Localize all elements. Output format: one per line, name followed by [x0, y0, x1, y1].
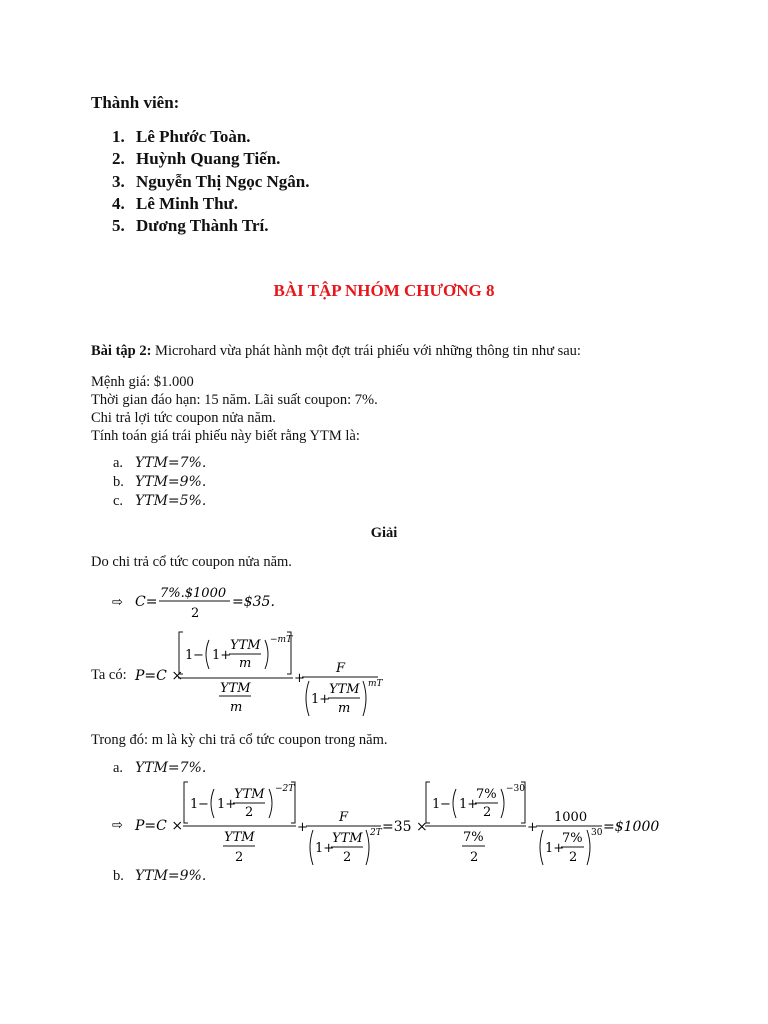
one-plus: 1+ — [311, 692, 331, 707]
members-list — [112, 126, 310, 237]
ytm-numerator: YTM — [332, 831, 363, 846]
item-expression: YTM=7%. — [135, 760, 207, 776]
exponent: −mT — [270, 635, 293, 645]
denominator-two: 2 — [235, 850, 244, 865]
left-paren — [540, 830, 543, 865]
given-line: Mệnh giá: $1.000 — [91, 374, 194, 390]
face-value: 1000 — [554, 810, 588, 825]
list-item — [112, 148, 310, 170]
ytm-numerator: YTM — [234, 787, 265, 802]
plus-sign: + — [297, 820, 308, 835]
member-name: Lê Minh Thư. — [136, 193, 238, 213]
case-a-formula — [100, 777, 665, 872]
one-term: 1 — [185, 648, 194, 663]
m-denominator: m — [338, 701, 351, 716]
item-expression: YTM=9%. — [135, 868, 207, 884]
left-paren — [206, 640, 209, 669]
list-number: 4. — [112, 193, 125, 213]
denominator-two: 2 — [569, 850, 578, 865]
right-paren — [265, 640, 268, 669]
given-line: Tính toán giá trái phiếu này biết rằng YTM là: — [91, 428, 360, 444]
member-name: Nguyễn Thị Ngọc Ngân. — [136, 171, 310, 191]
exponent: 30 — [591, 828, 603, 838]
exponent: 2T — [370, 828, 382, 838]
list-item — [112, 126, 310, 148]
exercise-label: Bài tập 2: — [91, 343, 152, 359]
item-letter: c. — [113, 493, 124, 509]
minus-sign: − — [198, 797, 209, 812]
member-name: Lê Phước Toàn. — [136, 127, 251, 146]
list-number: 3. — [112, 171, 125, 191]
right-paren — [587, 830, 590, 865]
question-item — [113, 493, 206, 510]
rate-numerator: 7% — [562, 831, 583, 846]
given-line: Chi trả lợi tức coupon nửa năm. — [91, 410, 276, 426]
coupon-denominator: 2 — [191, 606, 200, 621]
face-value-symbol: F — [336, 661, 346, 676]
solution-heading: Giải — [370, 525, 398, 541]
right-paren — [269, 789, 272, 818]
ytm-denominator: YTM — [224, 830, 255, 845]
exponent: −30 — [506, 784, 525, 794]
item-expression: YTM=7%. — [135, 455, 207, 471]
price-lhs: P=C × — [135, 668, 184, 684]
list-number: 1. — [112, 127, 125, 146]
denominator-two: 2 — [343, 850, 352, 865]
case-a-item — [113, 760, 206, 777]
question-item — [113, 455, 206, 472]
left-paren — [211, 789, 214, 818]
list-item — [112, 215, 310, 237]
minus-sign: − — [193, 648, 204, 663]
ytm-numerator: YTM — [230, 638, 261, 653]
members-heading: Thành viên: — [91, 93, 180, 112]
one-plus: 1+ — [459, 797, 479, 812]
one-term: 1 — [190, 797, 199, 812]
left-paren — [310, 830, 313, 865]
one-plus: 1+ — [545, 841, 565, 856]
one-term: 1 — [432, 797, 441, 812]
list-item — [112, 193, 310, 215]
denominator-two: 2 — [245, 805, 254, 820]
ytm-denominator: YTM — [220, 681, 251, 696]
case-b-item — [113, 868, 206, 885]
one-plus: 1+ — [315, 841, 335, 856]
one-plus: 1+ — [217, 797, 237, 812]
item-letter: b. — [113, 868, 124, 884]
exercise-statement — [91, 343, 581, 360]
rate-numerator: 7% — [463, 830, 484, 845]
item-expression: YTM=5%. — [135, 493, 207, 509]
list-item — [112, 171, 310, 193]
denominator-two: 2 — [483, 805, 492, 820]
left-paren — [453, 789, 456, 818]
member-name: Huỳnh Quang Tiến. — [136, 149, 281, 169]
equals-35: =35 × — [382, 819, 428, 835]
plus-sign: + — [527, 820, 538, 835]
coupon-lhs: C= — [135, 594, 158, 610]
left-bracket — [184, 782, 188, 823]
coupon-numerator: 7%.$1000 — [160, 586, 227, 601]
result: =$1000 — [603, 819, 660, 835]
implies-arrow-icon: ⇨ — [112, 818, 123, 833]
exercise-intro: Microhard vừa phát hành một đợt trái phiếu với những thông tin như sau: — [151, 343, 581, 359]
minus-sign: − — [440, 797, 451, 812]
implies-arrow-icon: ⇨ — [112, 595, 123, 610]
left-paren — [306, 681, 309, 716]
right-paren — [366, 830, 369, 865]
plus-sign: + — [294, 671, 305, 686]
general-price-formula — [130, 628, 390, 722]
exponent: −2T — [275, 784, 295, 794]
rate-numerator: 7% — [476, 787, 497, 802]
m-denominator: m — [239, 656, 252, 671]
item-letter: b. — [113, 474, 124, 490]
item-expression: YTM=9%. — [135, 474, 207, 490]
where-note: Trong đó: m là kỳ chi trả cổ tức coupon trong năm. — [91, 732, 388, 748]
question-item — [113, 474, 206, 491]
exponent: mT — [368, 679, 383, 689]
list-number: 5. — [112, 216, 125, 236]
denominator-two: 2 — [470, 850, 479, 865]
item-letter: a. — [113, 455, 124, 471]
left-bracket — [426, 782, 430, 823]
member-name: Dương Thành Trí. — [136, 216, 269, 236]
m-denominator: m — [230, 700, 243, 715]
price-lhs: P=C × — [135, 818, 184, 834]
right-paren — [363, 681, 366, 716]
given-line: Thời gian đáo hạn: 15 năm. Lãi suất coupon: 7%. — [91, 392, 378, 408]
ta-co-label: Ta có: — [91, 667, 127, 683]
solution-intro: Do chi trả cổ tức coupon nửa năm. — [91, 554, 292, 570]
one-plus: 1+ — [212, 648, 232, 663]
face-value-symbol: F — [339, 810, 349, 825]
right-paren — [501, 789, 504, 818]
coupon-formula — [100, 580, 300, 622]
document-title: BÀI TẬP NHÓM CHƯƠNG 8 — [273, 281, 495, 300]
item-letter: a. — [113, 760, 124, 776]
ytm-numerator: YTM — [329, 682, 360, 697]
given-info — [91, 373, 378, 445]
list-number: 2. — [112, 149, 125, 169]
coupon-rhs: =$35. — [232, 594, 275, 610]
